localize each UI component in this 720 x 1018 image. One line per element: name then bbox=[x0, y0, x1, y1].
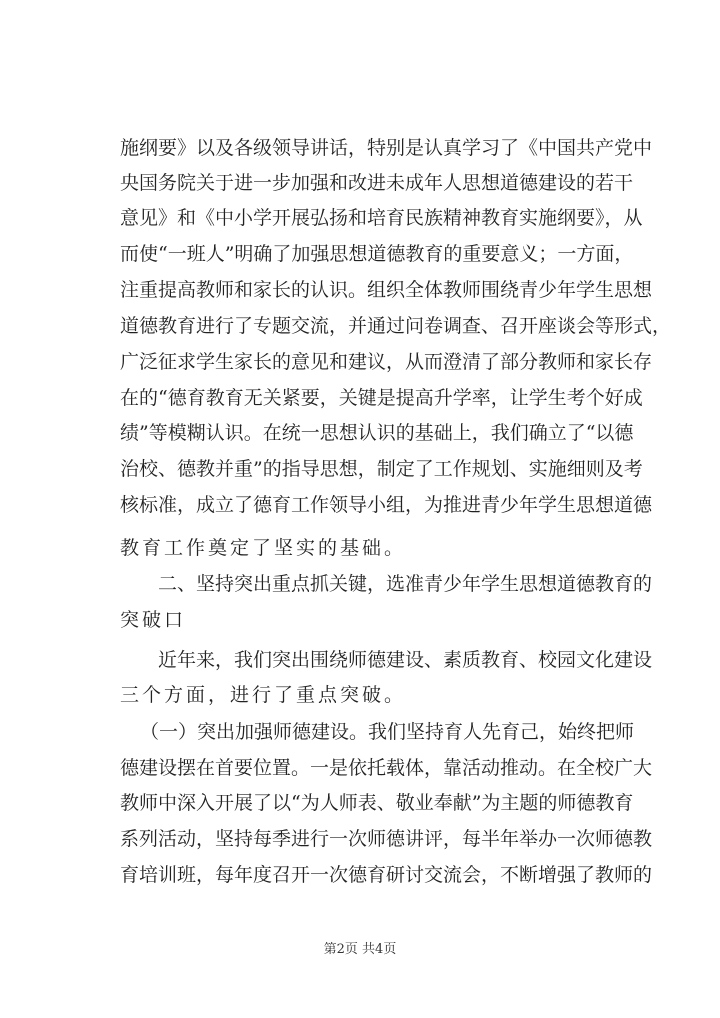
text-line: 近年来，我们突出围绕师德建设、素质教育、校园文化建设 bbox=[158, 649, 653, 671]
text-line: 央国务院关于进一步加强和改进未成年人思想道德建设的若干 bbox=[120, 172, 634, 194]
text-line: 绩”等模糊认识。在统一思想认识的基础上，我们确立了“以德 bbox=[120, 422, 634, 444]
text-line: 三个方面，进行了重点突破。 bbox=[120, 684, 407, 706]
text-line: 施纲要》以及各级领导讲话，特别是认真学习了《中国共产党中 bbox=[120, 137, 653, 159]
text-line: 核标准，成立了德育工作领导小组，为推进青少年学生思想道德 bbox=[120, 494, 653, 516]
text-line: 而使“一班人”明确了加强思想道德教育的重要意义；一方面， bbox=[120, 243, 634, 265]
text-line: 注重提高教师和家长的认识。组织全体教师围绕青少年学生思想 bbox=[120, 279, 653, 301]
text-line: 二、坚持突出重点抓关键，选准青少年学生思想道德教育的 bbox=[158, 573, 653, 595]
text-line: 广泛征求学生家长的意见和建议，从而澄清了部分教师和家长存 bbox=[120, 351, 653, 373]
text-line: 教育工作奠定了坚实的基础。 bbox=[120, 537, 407, 559]
page-number-footer: 第2页 共4页 bbox=[323, 942, 397, 957]
text-line: （一）突出加强师德建设。我们坚持育人先育己，始终把师 bbox=[140, 721, 635, 743]
text-line: 教师中深入开展了以“为人师表、敬业奉献”为主题的师德教育 bbox=[120, 792, 634, 814]
text-line: 系列活动，坚持每季进行一次师德讲评，每半年举办一次师德教 bbox=[120, 828, 653, 850]
text-line: 突破口 bbox=[120, 609, 187, 631]
text-line: 育培训班，每年度召开一次德育研讨交流会，不断增强了教师的 bbox=[120, 864, 653, 886]
text-line: 意见》和《中小学开展弘扬和培育民族精神教育实施纲要》，从 bbox=[120, 207, 643, 229]
text-line: 道德教育进行了专题交流，并通过问卷调查、召开座谈会等形式， bbox=[120, 315, 672, 337]
text-line: 治校、德教并重”的指导思想，制定了工作规划、实施细则及考 bbox=[120, 458, 643, 480]
text-line: 德建设摆在首要位置。一是依托载体，靠活动推动。在全校广大 bbox=[120, 757, 653, 779]
text-line: 在的“德育教育无关紧要，关键是提高升学率，让学生考个好成 bbox=[120, 387, 643, 409]
